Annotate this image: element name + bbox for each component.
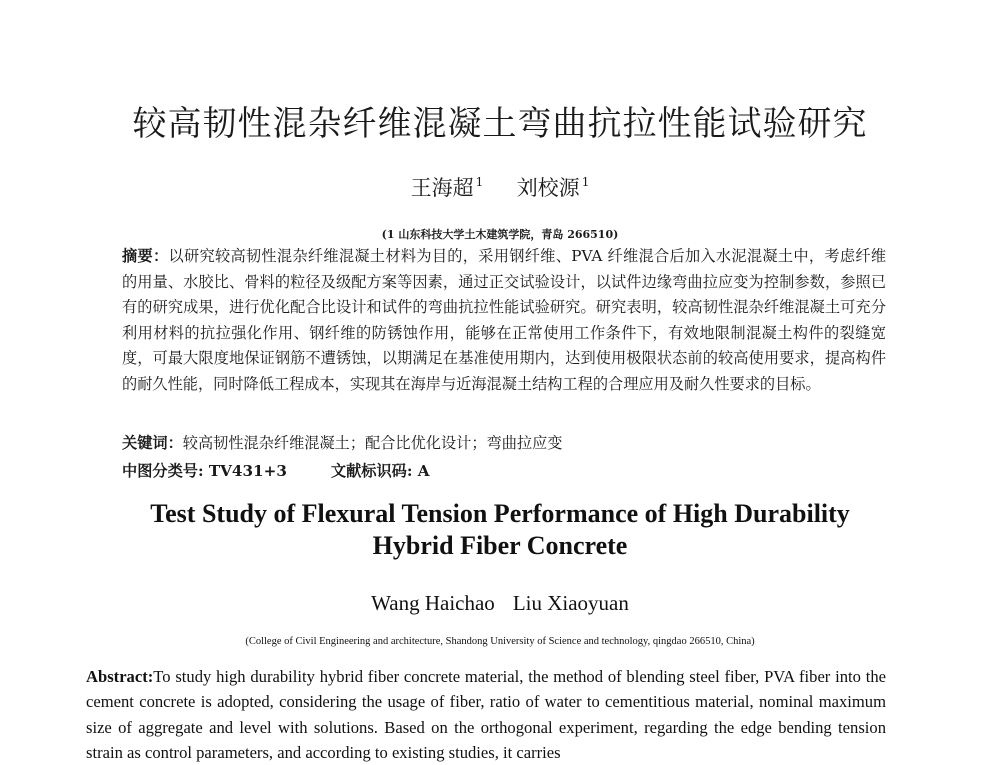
english-title-line-2: Hybrid Fiber Concrete bbox=[372, 531, 628, 560]
author-wang-en: Wang Haichao bbox=[371, 591, 495, 615]
chinese-keywords-label: 关键词： bbox=[122, 434, 183, 452]
english-title bbox=[0, 498, 1000, 562]
author-wang-cn: 王海超 bbox=[410, 176, 474, 200]
chinese-abstract-label: 摘要： bbox=[122, 247, 169, 265]
english-abstract bbox=[86, 664, 886, 765]
chinese-abstract bbox=[122, 244, 886, 398]
english-abstract-label: Abstract: bbox=[86, 667, 154, 686]
document-code: 文献标识码: A bbox=[330, 462, 430, 480]
chinese-affiliation: (1 山东科技大学土木建筑学院，青岛 266510) bbox=[381, 228, 619, 241]
english-title-line-1: Test Study of Flexural Tension Performance of High Durability bbox=[150, 499, 850, 528]
chinese-keywords-text: 较高韧性混杂纤维混凝土；配合比优化设计；弯曲拉应变 bbox=[182, 434, 563, 452]
chinese-keywords bbox=[122, 431, 886, 456]
chinese-abstract-text: 以研究较高韧性混杂纤维混凝土材料为目的，采用钢纤维、PVA 纤维混合后加入水泥混凝土中，考虑纤维的用量、水胶比、骨料的粒径及级配方案等因素，通过正交试验设计，以试件边缘弯曲拉应变为控制参数，参照已有的研究成果，进行优化配合比设计和试件的弯曲抗拉性能试验研究。研究表明，较高韧性混杂纤维混凝土可充分利用材料的抗拉强化作用、钢纤维的防锈蚀作用，能够在正常使用工作条件下，有效地限制混凝土构件的裂缝宽度，可最大限度地保证钢筋不遭锈蚀，以期满足在基准使用期内，达到使用极限状态前的较高使用要求，提高构件的耐久性能，同时降低工程成本，实现其在海岸与近海混凝土结构工程的合理应用及耐久性要求的目标。 bbox=[122, 247, 887, 393]
classification-line bbox=[122, 459, 886, 484]
author-liu-affil-mark: 1 bbox=[581, 175, 590, 189]
english-affiliation: (College of Civil Engineering and architecture, Shandong University of Science and technology, qingdao 266510, China) bbox=[245, 636, 755, 647]
author-liu-en: Liu Xiaoyuan bbox=[512, 591, 629, 615]
english-authors bbox=[0, 591, 1000, 616]
english-abstract-text: To study high durability hybrid fiber concrete material, the method of blending steel fiber, PVA fiber into the cement concrete is adopted, considering the usage of fiber, ratio of water to cementitious material, nominal maximum size of aggregate and level with solutions. Based on the orthogonal experiment, regarding the edge bending tension strain as control parameters, and according to existing studies, it carries bbox=[86, 667, 886, 762]
author-liu-cn: 刘校源 bbox=[516, 176, 580, 200]
chinese-authors bbox=[0, 172, 1000, 202]
clc-number: 中图分类号: TV431+3 bbox=[122, 462, 287, 480]
chinese-title: 较高韧性混杂纤维混凝土弯曲抗拉性能试验研究 bbox=[132, 104, 868, 144]
author-wang-affil-mark: 1 bbox=[475, 175, 484, 189]
